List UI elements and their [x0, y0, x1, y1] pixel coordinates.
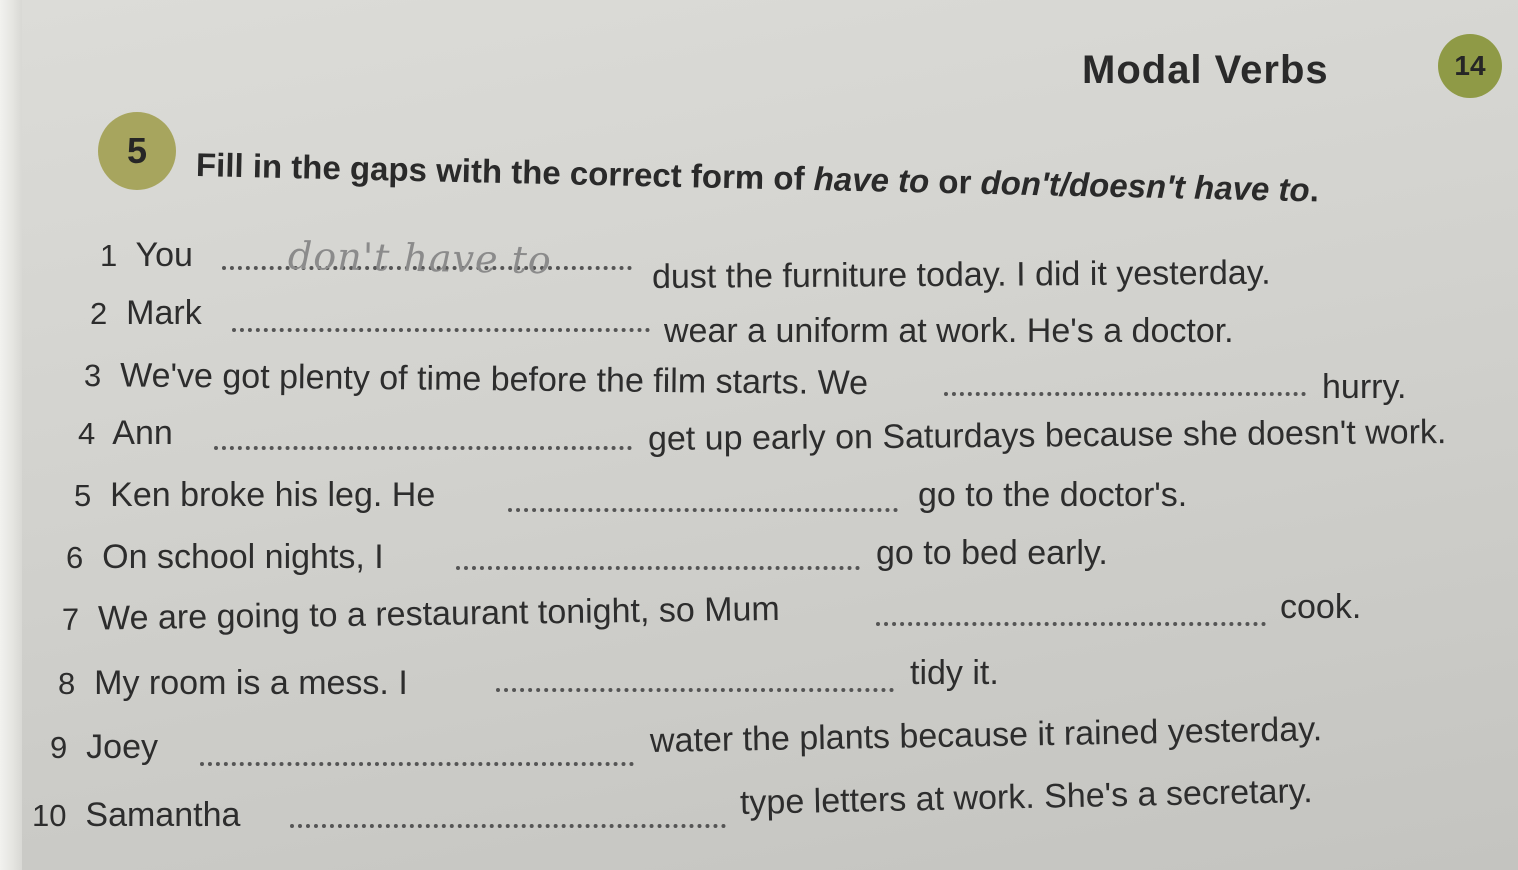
- answer-gap-3[interactable]: [944, 392, 1306, 396]
- exercise-item-4: [78, 414, 173, 453]
- answer-gap-6[interactable]: [456, 566, 860, 570]
- exercise-instruction: Fill in the gaps with the correct form of have to or don't/doesn't have to.: [195, 146, 1320, 209]
- exercise-item-8: [58, 664, 408, 703]
- answer-gap-4[interactable]: [214, 446, 632, 450]
- exercise-item-7: [62, 590, 780, 639]
- exercise-item-3: [84, 356, 868, 403]
- item-number: 1: [100, 238, 118, 273]
- item-text-after: go to the doctor's.: [918, 476, 1188, 514]
- page-title: Modal Verbs: [1082, 48, 1329, 92]
- item-text-after: type letters at work. She's a secretary.: [739, 772, 1314, 822]
- item-text-before: Ann: [112, 414, 173, 452]
- answer-gap-9[interactable]: [200, 762, 634, 766]
- item-text-before: On school nights, I: [102, 538, 384, 576]
- unit-number-badge: 14: [1438, 34, 1502, 98]
- answer-gap-8[interactable]: [496, 688, 894, 692]
- item-number: 10: [32, 798, 67, 833]
- item-text-before: We've got plenty of time before the film starts. We: [119, 356, 869, 403]
- item-number: 2: [90, 296, 108, 331]
- answer-gap-10[interactable]: [290, 824, 726, 828]
- exercise-item-5: [74, 476, 435, 515]
- item-number: 7: [61, 601, 80, 637]
- item-text-after: cook.: [1280, 588, 1362, 626]
- item-number: 9: [50, 730, 68, 765]
- answer-gap-7[interactable]: [876, 622, 1266, 626]
- handwritten-answer: don't have to: [287, 233, 553, 283]
- item-text-before: Joey: [86, 728, 158, 766]
- item-text-after: hurry.: [1322, 368, 1407, 406]
- item-text-before: Samantha: [85, 796, 241, 834]
- answer-gap-2[interactable]: [232, 328, 650, 332]
- item-text-before: You: [135, 236, 193, 274]
- item-number: 4: [78, 416, 96, 451]
- item-text-after: go to bed early.: [876, 534, 1108, 572]
- exercise-item-9: [50, 728, 158, 767]
- exercise-item-10: [32, 796, 240, 835]
- answer-gap-5[interactable]: [508, 508, 898, 512]
- exercise-item-1: [100, 236, 193, 275]
- item-text-after: get up early on Saturdays because she doesn't work.: [647, 413, 1447, 458]
- item-text-after: dust the furniture today. I did it yesterday.: [651, 253, 1271, 296]
- exercise-item-6: [66, 538, 384, 577]
- item-text-before: Ken broke his leg. He: [110, 476, 436, 514]
- item-number: 8: [58, 666, 76, 701]
- item-number: 6: [66, 540, 84, 575]
- item-text-after: wear a uniform at work. He's a doctor.: [664, 312, 1234, 350]
- item-text-before: We are going to a restaurant tonight, so Mum: [97, 589, 780, 638]
- page-edge: [0, 0, 22, 870]
- exercise-item-2: [90, 294, 202, 333]
- item-text-before: Mark: [126, 294, 202, 332]
- exercise-number-badge: 5: [98, 112, 176, 190]
- item-text-before: My room is a mess. I: [94, 664, 408, 702]
- item-number: 5: [74, 478, 92, 513]
- item-number: 3: [83, 358, 102, 394]
- item-text-after: water the plants because it rained yesterday.: [649, 710, 1323, 760]
- item-text-after: tidy it.: [910, 654, 999, 692]
